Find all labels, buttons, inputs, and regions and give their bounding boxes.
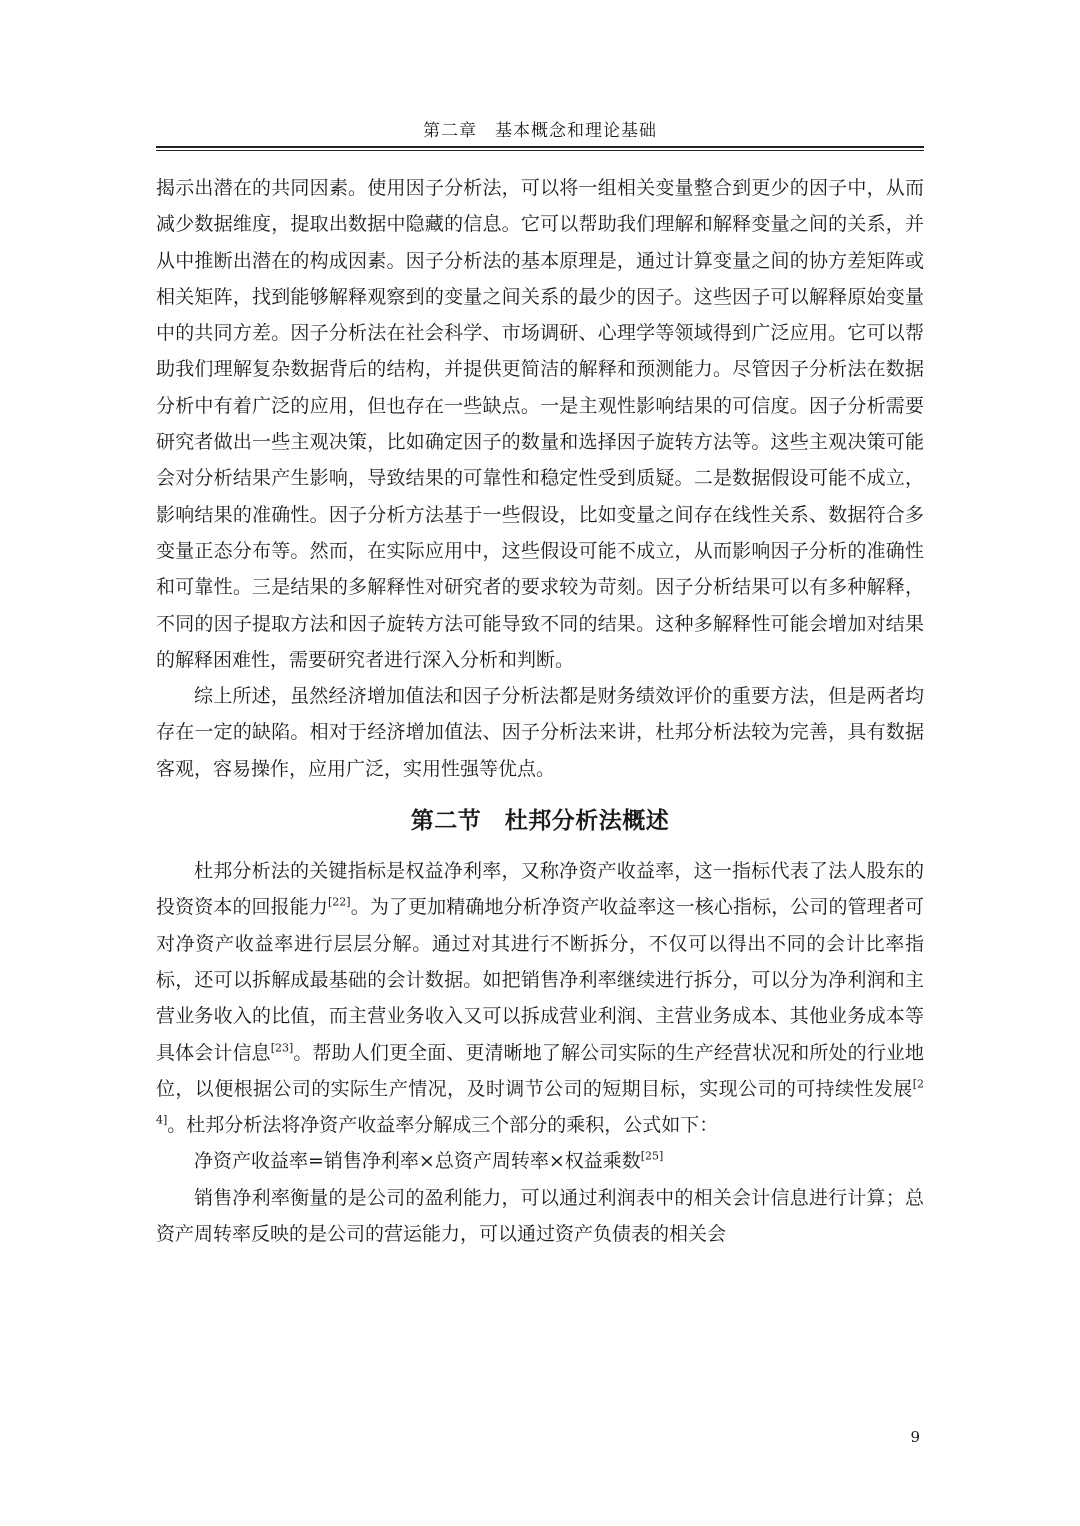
formula-text: 净资产收益率=销售净利率×总资产周转率×权益乘数 <box>194 1150 641 1173</box>
page-number: 9 <box>910 1428 920 1446</box>
citation-24: [24] <box>156 1077 924 1127</box>
paragraph-text: 。帮助人们更全面、更清晰地了解公司实际的生产经营状况和所处的行业地位，以便根据公司的实际生产情况，及时调节公司的短期目标，实现公司的可持续性发展 <box>156 1041 924 1100</box>
paragraph-factor-analysis: 揭示出潜在的共同因素。使用因子分析法，可以将一组相关变量整合到更少的因子中，从而减少数据维度，提取出数据中隐藏的信息。它可以帮助我们理解和解释变量之间的关系，并从中推断出潜在的构成因素。因子分析法的基本原理是，通过计算变量之间的协方差矩阵或相关矩阵，找到能够解释观察到的变量之间关系的最少的因子。这些因子可以解释原始变量中的共同方差。因子分析法在社会科学、市场调研、心理学等领域得到广泛应用。它可以帮助我们理解复杂数据背后的结构，并提供更简洁的解释和预测能力。尽管因子分析法在数据分析中有着广泛的应用，但也存在一些缺点。一是主观性影响结果的可信度。因子分析需要研究者做出一些主观决策，比如确定因子的数量和选择因子旋转方法等。这些主观决策可能会对分析结果产生影响，导致结果的可靠性和稳定性受到质疑。二是数据假设可能不成立，影响结果的准确性。因子分析方法基于一些假设，比如变量之间存在线性关系、数据符合多变量正态分布等。然而，在实际应用中，这些假设可能不成立，从而影响因子分析的准确性和可靠性。三是结果的多解释性对研究者的要求较为苛刻。因子分析结果可以有多种解释，不同的因子提取方法和因子旋转方法可能导致不同的结果。这种多解释性可能会增加对结果的解释困难性，需要研究者进行深入分析和判断。 <box>156 177 924 671</box>
header-rule-thin <box>156 150 924 151</box>
citation-25: [25] <box>640 1150 664 1164</box>
dupont-formula <box>156 1143 924 1179</box>
page-body <box>156 170 924 1252</box>
paragraph-text: 。杜邦分析法将净资产收益率分解成三个部分的乘积，公式如下： <box>167 1114 719 1137</box>
header-rule <box>156 146 924 148</box>
paragraph-ratios: 销售净利率衡量的是公司的盈利能力，可以通过利润表中的相关会计信息进行计算；总资产周转率反映的是公司的营运能力，可以通过资产负债表的相关会 <box>156 1186 924 1246</box>
paragraph-text: 。为了更加精确地分析净资产收益率这一核心指标，公司的管理者可对净资产收益率进行层层分解。通过对其进行不断拆分，不仅可以得出不同的会计比率指标，还可以拆解成最基础的会计数据。如把销售净利率继续进行拆分，可以分为净利润和主营业务收入的比值，而主营业务收入又可以拆成营业利润、主营业务成本、其他业务成本等具体会计信息 <box>156 896 924 1064</box>
section-title: 第二节 杜邦分析法概述 <box>410 807 670 835</box>
paragraph-dupont-intro <box>156 853 924 1143</box>
paragraph-summary: 综上所述，虽然经济增加值法和因子分析法都是财务绩效评价的重要方法，但是两者均存在一定的缺陷。相对于经济增加值法、因子分析法来讲，杜邦分析法较为完善，具有数据客观，容易操作，应用广泛，实用性强等优点。 <box>156 685 924 780</box>
citation-23: [23] <box>270 1041 294 1055</box>
paragraph-text: 杜邦分析法的关键指标是权益净利率，又称净资产收益率，这一指标代表了法人股东的投资资本的回报能力 <box>156 860 924 919</box>
running-header: 第二章 基本概念和理论基础 <box>423 121 657 141</box>
citation-22: [22] <box>328 896 351 910</box>
